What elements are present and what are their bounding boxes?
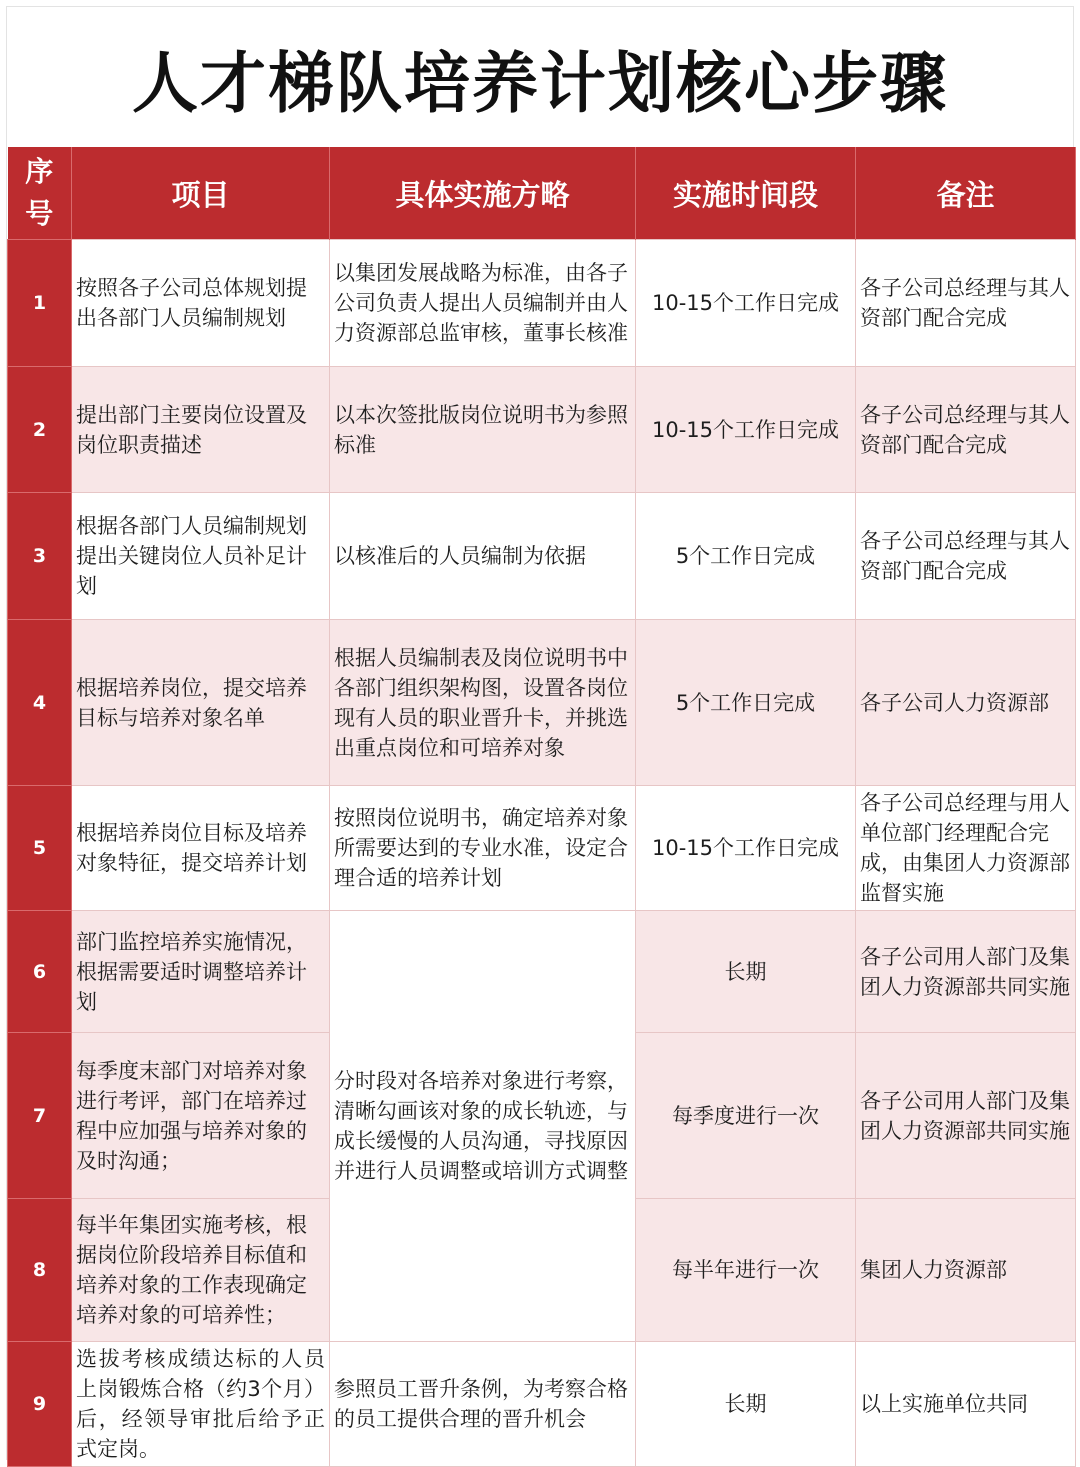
row-number: 3 xyxy=(8,493,72,620)
note-cell: 各子公司总经理与其人资部门配合完成 xyxy=(856,493,1076,620)
header-period: 实施时间段 xyxy=(636,147,856,240)
period-cell: 长期 xyxy=(636,1342,856,1467)
row-number: 4 xyxy=(8,620,72,786)
row-number: 6 xyxy=(8,911,72,1033)
row-number: 5 xyxy=(8,786,72,911)
header-item: 项目 xyxy=(72,147,330,240)
note-cell: 集团人力资源部 xyxy=(856,1199,1076,1342)
table-row xyxy=(8,367,1076,493)
item-cell: 每半年集团实施考核，根据岗位阶段培养目标值和培养对象的工作表现确定培养对象的可培养性； xyxy=(72,1199,330,1342)
item-cell: 根据各部门人员编制规划提出关键岗位人员补足计划 xyxy=(72,493,330,620)
row-number: 1 xyxy=(8,240,72,367)
table-row xyxy=(8,786,1076,911)
page-title: 人才梯队培养计划核心步骤 xyxy=(132,44,948,122)
note-cell: 各子公司总经理与用人单位部门经理配合完成，由集团人力资源部监督实施 xyxy=(856,786,1076,911)
note-cell: 各子公司人力资源部 xyxy=(856,620,1076,786)
period-cell: 每季度进行一次 xyxy=(636,1033,856,1199)
note-cell: 各子公司用人部门及集团人力资源部共同实施 xyxy=(856,911,1076,1033)
period-cell: 5个工作日完成 xyxy=(636,493,856,620)
note-cell: 各子公司总经理与其人资部门配合完成 xyxy=(856,367,1076,493)
strategy-cell: 参照员工晋升条例，为考察合格的员工提供合理的晋升机会 xyxy=(330,1342,636,1467)
item-cell: 选拔考核成绩达标的人员上岗锻炼合格（约3个月）后，经领导审批后给予正式定岗。 xyxy=(72,1342,330,1467)
period-cell: 10-15个工作日完成 xyxy=(636,240,856,367)
note-cell: 以上实施单位共同 xyxy=(856,1342,1076,1467)
header-seq-label: 序号 xyxy=(25,155,54,230)
period-cell: 长期 xyxy=(636,911,856,1033)
strategy-cell: 按照岗位说明书，确定培养对象所需要达到的专业水准，设定合理合适的培养计划 xyxy=(330,786,636,911)
table-row xyxy=(8,240,1076,367)
row-number: 7 xyxy=(8,1033,72,1199)
item-cell: 提出部门主要岗位设置及岗位职责描述 xyxy=(72,367,330,493)
steps-table xyxy=(7,147,1076,1467)
table-row xyxy=(8,493,1076,620)
period-cell: 每半年进行一次 xyxy=(636,1199,856,1342)
strategy-cell: 根据人员编制表及岗位说明书中各部门组织架构图，设置各岗位现有人员的职业晋升卡，并挑选出重点岗位和可培养对象 xyxy=(330,620,636,786)
row-number: 9 xyxy=(8,1342,72,1467)
period-cell: 5个工作日完成 xyxy=(636,620,856,786)
item-cell: 每季度末部门对培养对象进行考评，部门在培养过程中应加强与培养对象的及时沟通； xyxy=(72,1033,330,1199)
header-seq xyxy=(8,147,72,240)
item-cell: 根据培养岗位，提交培养目标与培养对象名单 xyxy=(72,620,330,786)
strategy-cell: 以核准后的人员编制为依据 xyxy=(330,493,636,620)
item-cell: 部门监控培养实施情况，根据需要适时调整培养计划 xyxy=(72,911,330,1033)
strategy-cell: 以集团发展战略为标准，由各子公司负责人提出人员编制并由人力资源部总监审核，董事长核准 xyxy=(330,240,636,367)
table-row xyxy=(8,620,1076,786)
header-note: 备注 xyxy=(856,147,1076,240)
note-cell: 各子公司总经理与其人资部门配合完成 xyxy=(856,240,1076,367)
merged-strategy-cell: 分时段对各培养对象进行考察，清晰勾画该对象的成长轨迹，与成长缓慢的人员沟通，寻找原因并进行人员调整或培训方式调整 xyxy=(330,911,636,1342)
period-cell: 10-15个工作日完成 xyxy=(636,786,856,911)
table-row xyxy=(8,1342,1076,1467)
table-row xyxy=(8,911,1076,1033)
note-cell: 各子公司用人部门及集团人力资源部共同实施 xyxy=(856,1033,1076,1199)
period-cell: 10-15个工作日完成 xyxy=(636,367,856,493)
header-strategy: 具体实施方略 xyxy=(330,147,636,240)
row-number: 8 xyxy=(8,1199,72,1342)
header-row xyxy=(8,147,1076,240)
item-cell: 根据培养岗位目标及培养对象特征，提交培养计划 xyxy=(72,786,330,911)
item-cell: 按照各子公司总体规划提出各部门人员编制规划 xyxy=(72,240,330,367)
row-number: 2 xyxy=(8,367,72,493)
strategy-cell: 以本次签批版岗位说明书为参照标准 xyxy=(330,367,636,493)
document-page xyxy=(6,6,1074,1460)
